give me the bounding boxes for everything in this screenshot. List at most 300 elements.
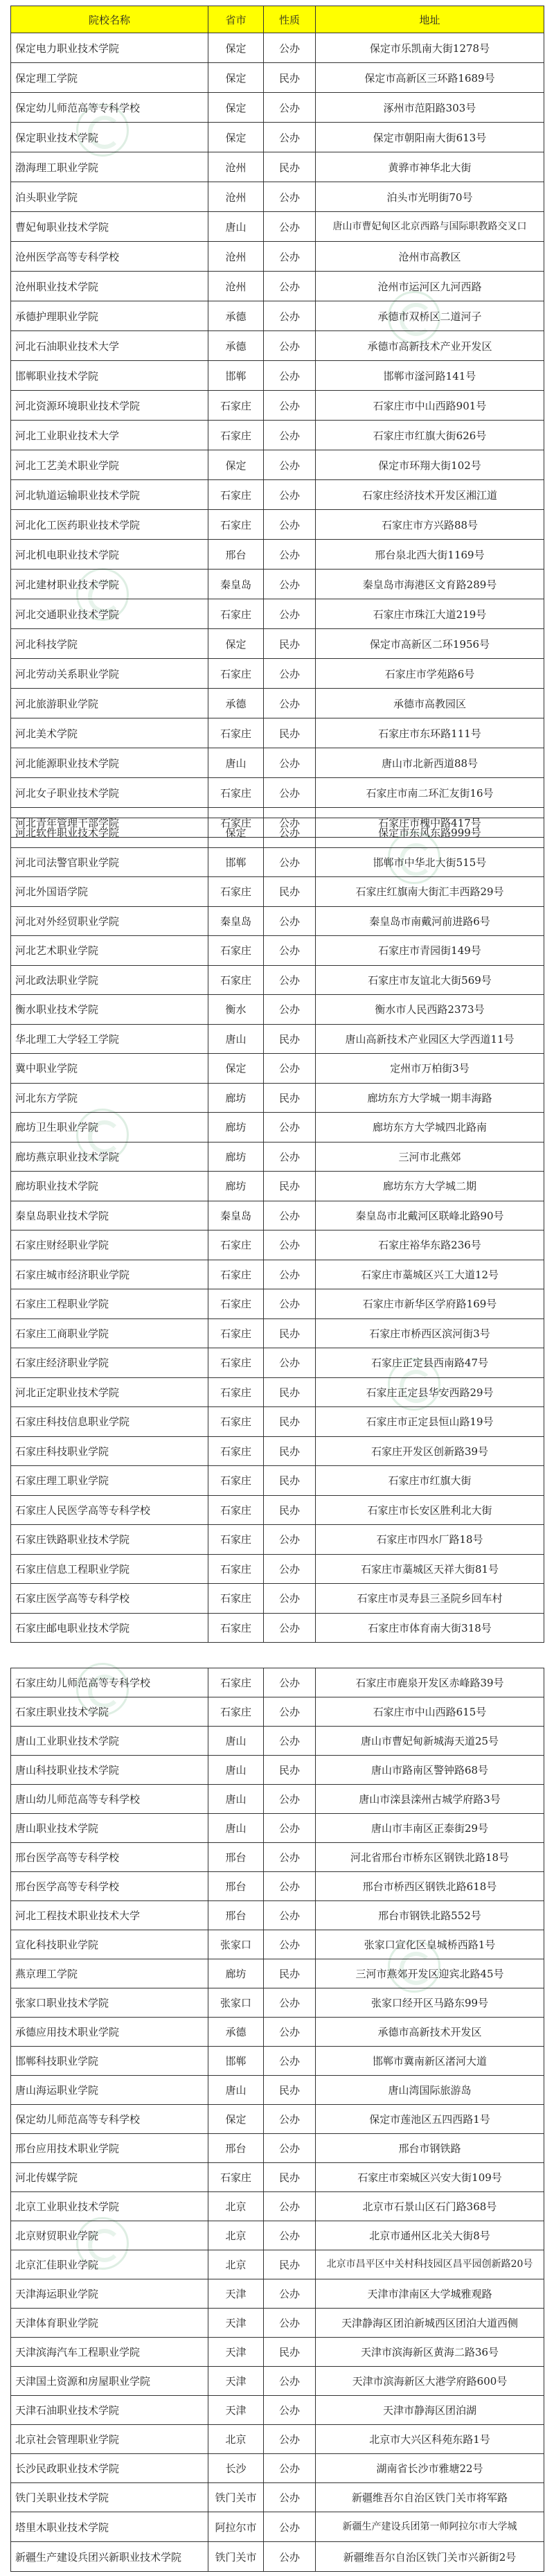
name-cell: 邢台应用技术职业学院 (11, 2134, 208, 2163)
name-cell: 燕京理工学院 (11, 1959, 208, 1988)
address-cell: 石家庄市友谊北大街569号 (316, 965, 544, 995)
table-row (11, 2483, 544, 2512)
city-cell: 石家庄 (208, 808, 264, 838)
table-row (11, 1142, 544, 1172)
type-cell: 公办 (264, 1930, 316, 1959)
city-cell: 天津 (208, 2367, 264, 2396)
address-cell: 保定市东风东路999号 (316, 818, 544, 848)
city-cell: 邢台 (208, 2134, 264, 2163)
name-cell: 河北旅游职业学院 (11, 689, 208, 718)
name-cell: 河北工业职业技术大学 (11, 421, 208, 450)
type-cell: 公办 (264, 1988, 316, 2018)
address-cell: 张家口经开区马路东99号 (316, 1988, 544, 2018)
type-cell: 公办 (264, 2309, 316, 2338)
header-type: 性质 (264, 6, 316, 33)
table-row (11, 1988, 544, 2018)
city-cell: 北京 (208, 2425, 264, 2454)
address-cell: 石家庄市红旗大街626号 (316, 421, 544, 450)
type-cell: 公办 (264, 1613, 316, 1643)
name-cell: 河北建材职业技术学院 (11, 570, 208, 599)
type-cell: 公办 (264, 748, 316, 778)
address-cell: 承德市高教园区 (316, 689, 544, 718)
city-cell: 石家庄 (208, 1407, 264, 1437)
table-header-row (11, 6, 544, 33)
name-cell: 保定幼儿师范高等专科学校 (11, 93, 208, 123)
table-row (11, 2163, 544, 2192)
table-row (11, 2221, 544, 2250)
city-cell: 石家庄 (208, 1289, 264, 1319)
type-cell: 公办 (264, 1142, 316, 1172)
type-cell: 公办 (264, 1289, 316, 1319)
type-cell: 民办 (264, 1024, 316, 1054)
table-row (11, 599, 544, 629)
address-cell: 邯郸市滏河路141号 (316, 361, 544, 391)
city-cell: 石家庄 (208, 1613, 264, 1643)
city-cell: 北京 (208, 2192, 264, 2221)
city-cell: 保定 (208, 2105, 264, 2134)
type-cell: 公办 (264, 123, 316, 152)
type-cell: 公办 (264, 1901, 316, 1930)
city-cell: 天津 (208, 2309, 264, 2338)
type-cell: 公办 (264, 659, 316, 689)
name-cell: 冀中职业学院 (11, 1054, 208, 1084)
name-cell: 北京工业职业技术学院 (11, 2192, 208, 2221)
city-cell: 邢台 (208, 540, 264, 570)
city-cell: 承德 (208, 331, 264, 361)
table-row (11, 659, 544, 689)
name-cell: 曹妃甸职业技术学院 (11, 212, 208, 242)
type-cell: 民办 (264, 1172, 316, 1201)
name-cell: 新疆生产建设兵团兴新职业技术学院 (11, 2542, 208, 2572)
name-cell: 天津体育职业学院 (11, 2309, 208, 2338)
table-row (11, 2367, 544, 2396)
table-row (11, 2279, 544, 2309)
type-cell: 公办 (264, 2425, 316, 2454)
table-row (11, 936, 544, 966)
address-cell: 张家口宣化区皇城桥西路1号 (316, 1930, 544, 1959)
name-cell: 邯郸职业技术学院 (11, 361, 208, 391)
address-cell: 石家庄市正定县恒山路19号 (316, 1407, 544, 1437)
type-cell: 民办 (264, 1466, 316, 1496)
city-cell: 石家庄 (208, 1554, 264, 1584)
address-cell: 北京市昌平区中关村科技园区昌平园创新路20号 (316, 2250, 544, 2279)
table-row (11, 1054, 544, 1084)
city-cell: 邯郸 (208, 361, 264, 391)
address-cell: 唐山高新技术产业园区大学西道11号 (316, 1024, 544, 1054)
address-cell: 沧州市运河区九河西路 (316, 272, 544, 301)
table-row (11, 480, 544, 510)
table-row (11, 1901, 544, 1930)
city-cell: 张家口 (208, 1988, 264, 2018)
city-cell: 石家庄 (208, 1230, 264, 1260)
address-cell: 石家庄开发区创新路39号 (316, 1436, 544, 1466)
address-cell: 天津市滨海新区大港学府路600号 (316, 2367, 544, 2396)
type-cell: 公办 (264, 391, 316, 421)
address-cell: 天津市静海区团泊湖 (316, 2396, 544, 2425)
type-cell: 公办 (264, 689, 316, 718)
table-row (11, 2454, 544, 2483)
name-cell: 衡水职业技术学院 (11, 995, 208, 1025)
type-cell: 公办 (264, 212, 316, 242)
type-cell: 民办 (264, 1756, 316, 1785)
table-row (11, 2076, 544, 2105)
type-cell: 公办 (264, 1348, 316, 1378)
type-cell: 民办 (264, 1495, 316, 1525)
city-cell: 石家庄 (208, 421, 264, 450)
address-cell: 保定市乐凯南大街1278号 (316, 33, 544, 63)
name-cell: 北京财贸职业学院 (11, 2221, 208, 2250)
table-row (11, 1814, 544, 1843)
city-cell: 石家庄 (208, 936, 264, 966)
name-cell: 秦皇岛职业技术学院 (11, 1201, 208, 1230)
table-row (11, 1113, 544, 1143)
name-cell: 承德应用技术职业学院 (11, 2018, 208, 2047)
city-cell: 石家庄 (208, 599, 264, 629)
table-row (11, 2338, 544, 2367)
header-name: 院校名称 (11, 6, 208, 33)
table-row (11, 123, 544, 152)
table-row (11, 63, 544, 93)
type-cell: 公办 (264, 1697, 316, 1727)
address-cell: 廊坊东方大学城二期 (316, 1172, 544, 1201)
city-cell: 保定 (208, 123, 264, 152)
type-cell: 民办 (264, 2338, 316, 2367)
name-cell: 保定幼儿师范高等专科学校 (11, 2105, 208, 2134)
city-cell: 唐山 (208, 1756, 264, 1785)
address-cell: 石家庄市学苑路6号 (316, 659, 544, 689)
type-cell: 民办 (264, 1318, 316, 1348)
type-cell: 公办 (264, 272, 316, 301)
name-cell: 宣化科技职业学院 (11, 1930, 208, 1959)
name-cell: 河北女子职业技术学院 (11, 778, 208, 808)
table-row (11, 421, 544, 450)
table-row (11, 1872, 544, 1901)
table-row (11, 1230, 544, 1260)
type-cell: 公办 (264, 1872, 316, 1901)
type-cell: 民办 (264, 718, 316, 748)
address-cell: 保定市高新区二环1956号 (316, 629, 544, 659)
type-cell: 公办 (264, 2367, 316, 2396)
name-cell: 石家庄信息工程职业学院 (11, 1554, 208, 1584)
name-cell: 唐山幼儿师范高等专科学校 (11, 1785, 208, 1814)
address-cell: 唐山湾国际旅游岛 (316, 2076, 544, 2105)
city-cell: 邯郸 (208, 847, 264, 877)
table-row (11, 1083, 544, 1113)
table-row (11, 212, 544, 242)
type-cell: 民办 (264, 2076, 316, 2105)
city-cell: 唐山 (208, 212, 264, 242)
city-cell: 石家庄 (208, 391, 264, 421)
table-row (11, 1466, 544, 1496)
type-cell: 公办 (264, 2279, 316, 2309)
address-cell: 新疆维吾尔自治区铁门关市兴新街2号 (316, 2542, 544, 2572)
name-cell: 河北青年管理干部学院 (11, 808, 208, 838)
address-cell: 北京市石景山区石门路368号 (316, 2192, 544, 2221)
table-row (11, 689, 544, 718)
name-cell: 河北传媒学院 (11, 2163, 208, 2192)
name-cell: 保定电力职业技术学院 (11, 33, 208, 63)
type-cell: 民办 (264, 1377, 316, 1407)
address-cell: 北京市通州区北关大街8号 (316, 2221, 544, 2250)
city-cell: 沧州 (208, 152, 264, 182)
name-cell: 河北外国语学院 (11, 877, 208, 907)
table-row (11, 2134, 544, 2163)
type-cell: 公办 (264, 2454, 316, 2483)
name-cell: 张家口职业技术学院 (11, 1988, 208, 2018)
type-cell: 公办 (264, 1201, 316, 1230)
address-cell: 定州市万柏街3号 (316, 1054, 544, 1084)
college-table-part-3 (10, 1668, 544, 2512)
address-cell: 泊头市光明街70号 (316, 182, 544, 212)
table-row (11, 1201, 544, 1230)
city-cell: 保定 (208, 450, 264, 480)
table-row (11, 33, 544, 63)
address-cell: 承德市高新技术产业开发区 (316, 331, 544, 361)
name-cell: 河北劳动关系职业学院 (11, 659, 208, 689)
address-cell: 秦皇岛市北戴河区联峰北路90号 (316, 1201, 544, 1230)
table-row (11, 1584, 544, 1614)
city-cell: 北京 (208, 2250, 264, 2279)
address-cell: 石家庄市藁城区兴工大道12号 (316, 1260, 544, 1289)
city-cell: 承德 (208, 689, 264, 718)
type-cell: 公办 (264, 1727, 316, 1756)
table-row (11, 818, 544, 848)
table-row (11, 2512, 544, 2542)
header-city: 省市 (208, 6, 264, 33)
table-row (11, 450, 544, 480)
type-cell: 公办 (264, 599, 316, 629)
table-row (11, 2192, 544, 2221)
city-cell: 石家庄 (208, 659, 264, 689)
address-cell: 涿州市范阳路303号 (316, 93, 544, 123)
name-cell: 石家庄邮电职业技术学院 (11, 1613, 208, 1643)
table-row (11, 877, 544, 907)
city-cell: 石家庄 (208, 1697, 264, 1727)
city-cell: 石家庄 (208, 877, 264, 907)
city-cell: 保定 (208, 818, 264, 848)
name-cell: 铁门关职业技术学院 (11, 2483, 208, 2512)
name-cell: 河北机电职业技术学院 (11, 540, 208, 570)
table-row (11, 1436, 544, 1466)
city-cell: 石家庄 (208, 2163, 264, 2192)
table-row (11, 1289, 544, 1319)
address-cell: 石家庄经济技术开发区湘江道 (316, 480, 544, 510)
city-cell: 石家庄 (208, 510, 264, 540)
type-cell: 民办 (264, 152, 316, 182)
table-row (11, 361, 544, 391)
address-cell: 唐山市北新西道88号 (316, 748, 544, 778)
city-cell: 石家庄 (208, 1377, 264, 1407)
city-cell: 秦皇岛 (208, 906, 264, 936)
type-cell: 公办 (264, 1260, 316, 1289)
city-cell: 石家庄 (208, 718, 264, 748)
city-cell: 秦皇岛 (208, 1201, 264, 1230)
address-cell: 石家庄市鹿泉开发区赤峰路39号 (316, 1668, 544, 1697)
type-cell: 公办 (264, 480, 316, 510)
city-cell: 邢台 (208, 1843, 264, 1872)
name-cell: 河北轨道运输职业技术学院 (11, 480, 208, 510)
college-table-part-2 (10, 818, 544, 1643)
address-cell: 石家庄市中山西路615号 (316, 1697, 544, 1727)
table-row (11, 391, 544, 421)
city-cell: 唐山 (208, 1814, 264, 1843)
type-cell: 公办 (264, 2192, 316, 2221)
table-row (11, 1554, 544, 1584)
address-cell: 石家庄市栾城区兴安大街109号 (316, 2163, 544, 2192)
name-cell: 河北资源环境职业技术学院 (11, 391, 208, 421)
type-cell: 民办 (264, 877, 316, 907)
city-cell: 石家庄 (208, 965, 264, 995)
city-cell: 沧州 (208, 242, 264, 272)
table-row (11, 301, 544, 331)
type-cell: 公办 (264, 182, 316, 212)
city-cell: 石家庄 (208, 1436, 264, 1466)
type-cell: 公办 (264, 2512, 316, 2542)
city-cell: 铁门关市 (208, 2542, 264, 2572)
city-cell: 保定 (208, 1054, 264, 1084)
type-cell: 公办 (264, 906, 316, 936)
name-cell: 石家庄财经职业学院 (11, 1230, 208, 1260)
address-cell: 石家庄市方兴路88号 (316, 510, 544, 540)
name-cell: 保定理工学院 (11, 63, 208, 93)
name-cell: 石家庄城市经济职业学院 (11, 1260, 208, 1289)
table-row (11, 510, 544, 540)
city-cell: 石家庄 (208, 1525, 264, 1555)
table-row (11, 1785, 544, 1814)
type-cell: 公办 (264, 331, 316, 361)
name-cell: 石家庄理工职业学院 (11, 1466, 208, 1496)
table-row (11, 2425, 544, 2454)
table-row (11, 1727, 544, 1756)
city-cell: 石家庄 (208, 480, 264, 510)
address-cell: 石家庄正定县华安西路29号 (316, 1377, 544, 1407)
table-row (11, 748, 544, 778)
city-cell: 邢台 (208, 1872, 264, 1901)
header-address: 地址 (316, 6, 544, 33)
address-cell: 沧州市高教区 (316, 242, 544, 272)
type-cell: 公办 (264, 1230, 316, 1260)
type-cell: 公办 (264, 1668, 316, 1697)
table-row (11, 1959, 544, 1988)
type-cell: 公办 (264, 818, 316, 848)
type-cell: 民办 (264, 2250, 316, 2279)
type-cell: 公办 (264, 570, 316, 599)
type-cell: 公办 (264, 2018, 316, 2047)
table-row (11, 1348, 544, 1378)
type-cell: 民办 (264, 1436, 316, 1466)
name-cell: 承德护理职业学院 (11, 301, 208, 331)
city-cell: 廊坊 (208, 1083, 264, 1113)
table-row (11, 272, 544, 301)
type-cell: 民办 (264, 1407, 316, 1437)
address-cell: 石家庄市桥西区滨河街3号 (316, 1318, 544, 1348)
name-cell: 石家庄幼儿师范高等专科学校 (11, 1668, 208, 1697)
name-cell: 石家庄经济职业学院 (11, 1348, 208, 1378)
address-cell: 唐山市曹妃甸新城海天道25号 (316, 1727, 544, 1756)
address-cell: 石家庄市槐中路417号 (316, 808, 544, 838)
city-cell: 天津 (208, 2396, 264, 2425)
name-cell: 石家庄铁路职业技术学院 (11, 1525, 208, 1555)
name-cell: 河北工程技术职业技术大学 (11, 1901, 208, 1930)
address-cell: 三河市燕郊开发区迎宾北路45号 (316, 1959, 544, 1988)
city-cell: 保定 (208, 93, 264, 123)
table-row (11, 1756, 544, 1785)
city-cell: 石家庄 (208, 1318, 264, 1348)
address-cell: 石家庄市灵寿县三圣院乡回车村 (316, 1584, 544, 1614)
name-cell: 北京社会管理职业学院 (11, 2425, 208, 2454)
address-cell: 石家庄市红旗大街 (316, 1466, 544, 1496)
address-cell: 唐山市路南区警钟路68号 (316, 1756, 544, 1785)
type-cell: 民办 (264, 1083, 316, 1113)
name-cell: 河北正定职业技术学院 (11, 1377, 208, 1407)
city-cell: 北京 (208, 2221, 264, 2250)
name-cell: 河北工艺美术职业学院 (11, 450, 208, 480)
name-cell: 保定职业技术学院 (11, 123, 208, 152)
table-row (11, 152, 544, 182)
city-cell: 张家口 (208, 1930, 264, 1959)
type-cell: 公办 (264, 540, 316, 570)
name-cell: 河北东方学院 (11, 1083, 208, 1113)
type-cell: 公办 (264, 33, 316, 63)
name-cell: 河北政法职业学院 (11, 965, 208, 995)
name-cell: 邢台医学高等专科学校 (11, 1872, 208, 1901)
table-row (11, 1843, 544, 1872)
address-cell: 天津市津南区大学城雅观路 (316, 2279, 544, 2309)
name-cell: 石家庄医学高等专科学校 (11, 1584, 208, 1614)
city-cell: 承德 (208, 2018, 264, 2047)
address-cell: 石家庄市体育南大街318号 (316, 1613, 544, 1643)
address-cell: 邢台市钢铁北路552号 (316, 1901, 544, 1930)
type-cell: 公办 (264, 1525, 316, 1555)
table-row (11, 2018, 544, 2047)
type-cell: 公办 (264, 242, 316, 272)
city-cell: 廊坊 (208, 1142, 264, 1172)
city-cell: 铁门关市 (208, 2483, 264, 2512)
address-cell: 廊坊东方大学城四北路南 (316, 1113, 544, 1143)
name-cell: 河北科技学院 (11, 629, 208, 659)
address-cell: 石家庄市珠江大道219号 (316, 599, 544, 629)
name-cell: 天津国土资源和房屋职业学院 (11, 2367, 208, 2396)
table-row (11, 540, 544, 570)
address-cell: 邯郸市冀南新区渚河大道 (316, 2047, 544, 2076)
address-cell: 天津静海区团泊新城西区团泊大道西侧 (316, 2309, 544, 2338)
name-cell: 邢台医学高等专科学校 (11, 1843, 208, 1872)
table-row (11, 1260, 544, 1289)
address-cell: 石家庄市青园街149号 (316, 936, 544, 966)
type-cell: 公办 (264, 847, 316, 877)
table-row (11, 847, 544, 877)
address-cell: 新疆维吾尔自治区铁门关市将军路 (316, 2483, 544, 2512)
type-cell: 公办 (264, 2134, 316, 2163)
address-cell: 石家庄市四水厂路18号 (316, 1525, 544, 1555)
address-cell: 邢台市桥西区钢铁北路618号 (316, 1872, 544, 1901)
address-cell: 保定市朝阳南大街613号 (316, 123, 544, 152)
type-cell: 公办 (264, 2105, 316, 2134)
address-cell: 保定市莲池区五四西路1号 (316, 2105, 544, 2134)
city-cell: 唐山 (208, 1727, 264, 1756)
table-row (11, 1525, 544, 1555)
type-cell: 公办 (264, 1054, 316, 1084)
name-cell: 北京汇佳职业学院 (11, 2250, 208, 2279)
table-row (11, 1024, 544, 1054)
name-cell: 廊坊卫生职业学院 (11, 1113, 208, 1143)
name-cell: 沧州职业技术学院 (11, 272, 208, 301)
name-cell: 塔里木职业技术学院 (11, 2512, 208, 2542)
type-cell: 民办 (264, 63, 316, 93)
type-cell: 民办 (264, 629, 316, 659)
address-cell: 保定市环翔大街102号 (316, 450, 544, 480)
name-cell: 河北能源职业技术学院 (11, 748, 208, 778)
